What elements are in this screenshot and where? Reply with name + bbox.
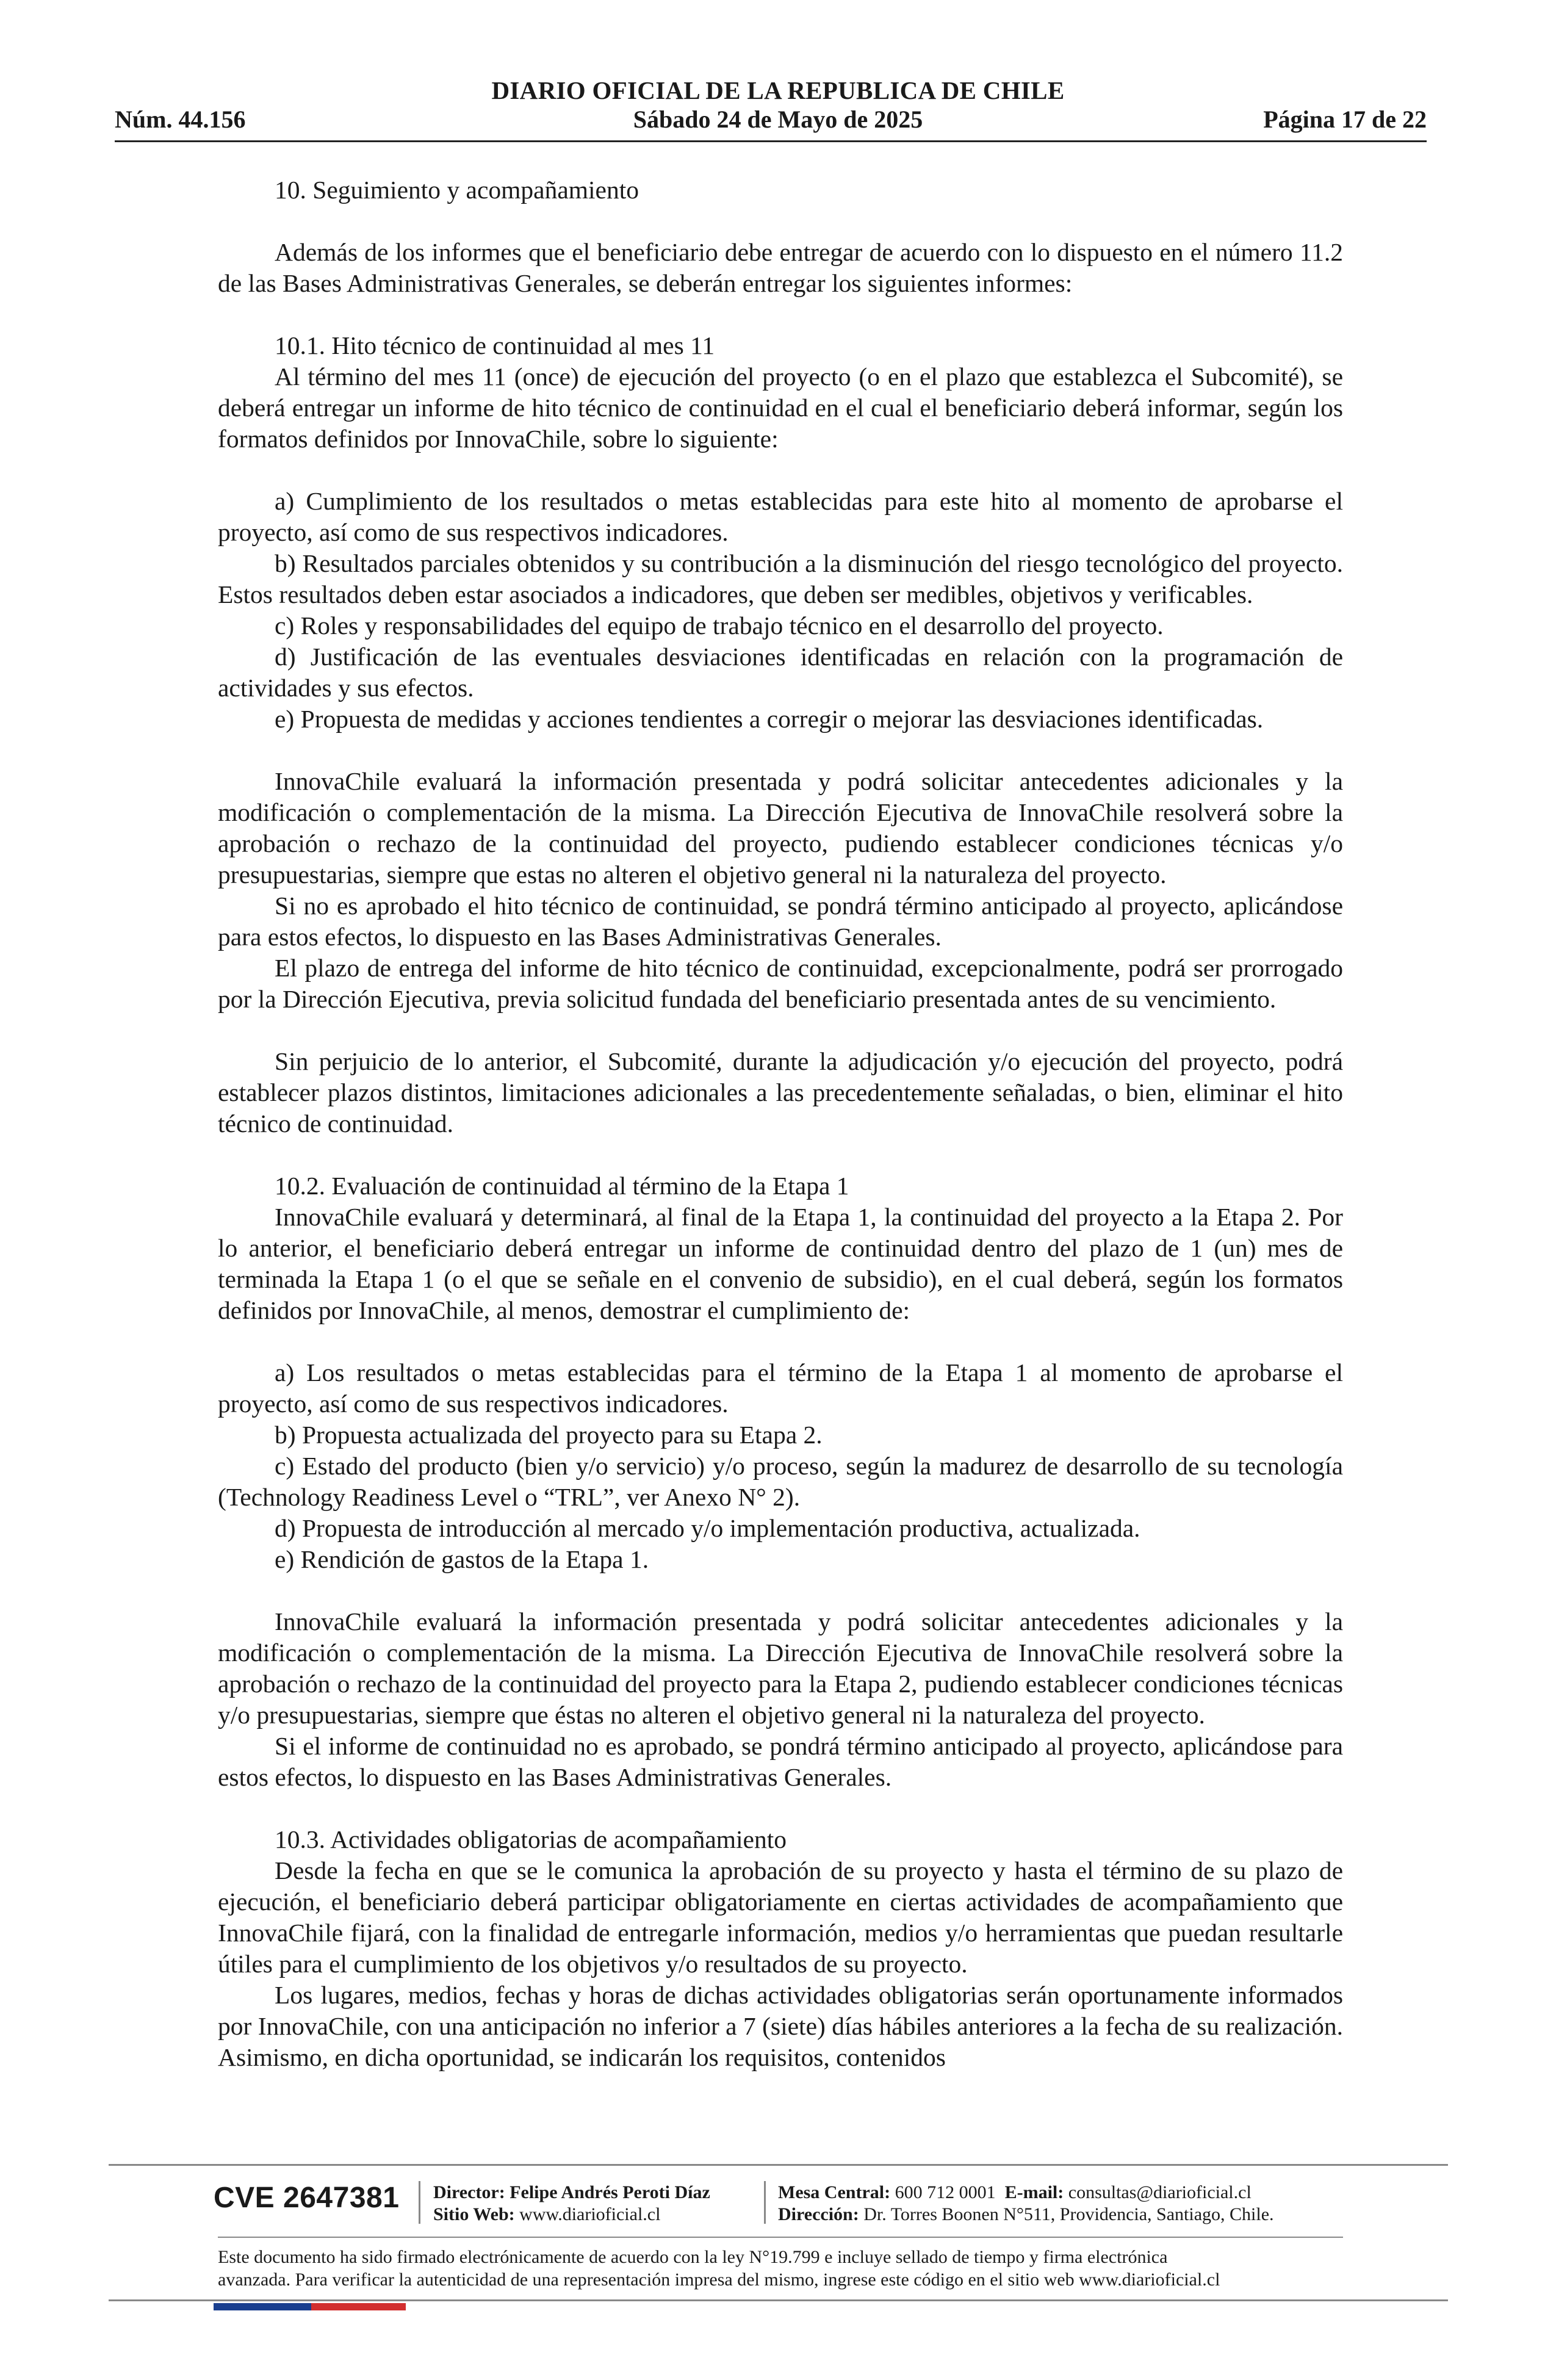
- newspaper-title: DIARIO OFICIAL DE LA REPUBLICA DE CHILE: [491, 76, 1065, 104]
- list-item: d) Propuesta de introducción al mercado y/o implementación productiva, actualizada.: [275, 1514, 1140, 1542]
- site-link[interactable]: www.diarioficial.cl: [519, 2204, 661, 2224]
- list-item: b) Propuesta actualizada del proyecto para su Etapa 2.: [275, 1421, 823, 1449]
- mesa-label: Mesa Central:: [778, 2182, 891, 2202]
- legal-line: avanzada. Para verificar la autenticidad de una representación impresa del mismo, ingrese este código en el sitio web www.diarioficial.cl: [218, 2270, 1220, 2290]
- paragraph: Al término del mes 11 (once) de ejecución del proyecto (o en el plazo que establezca el Subcomité), se deberá entregar un informe de hito técnico de continuidad en el cual el beneficiario deberá informar, según los formatos definidos por InnovaChile, sobre lo siguiente:: [218, 362, 1343, 453]
- paragraph: InnovaChile evaluará la información presentada y podrá solicitar antecedentes adicionales y la modificación o complementación de la misma. La Dirección Ejecutiva de InnovaChile resolverá sobre la aprobación o rechazo de la continuidad del proyecto para la Etapa 2, pudiendo establecer condiciones técnicas y/o presupuestarias, siempre que éstas no alteren el objetivo general ni la naturaleza del proyecto.: [218, 1607, 1343, 1729]
- director-block: [433, 2182, 710, 2226]
- email-label: E-mail:: [1004, 2182, 1064, 2202]
- list-item: e) Rendición de gastos de la Etapa 1.: [275, 1545, 649, 1573]
- paragraph: Desde la fecha en que se le comunica la aprobación de su proyecto y hasta el término de su plazo de ejecución, el beneficiario deberá participar obligatoriamente en ciertas actividades de acompañamiento que InnovaChile fijará, con la finalidad de entregarle información, medios y/o herramientas que puedan resultarle útiles para el cumplimiento de los objetivos y/o resultados de su proyecto.: [218, 1856, 1343, 1978]
- header-divider: [115, 140, 1427, 142]
- footer-divider-mid: [218, 2237, 1343, 2238]
- legal-line: Este documento ha sido firmado electrónicamente de acuerdo con la ley N°19.799 e incluye sellado de tiempo y firma electrónica: [218, 2247, 1168, 2267]
- director-name: Felipe Andrés Peroti Díaz: [510, 2182, 710, 2202]
- cve-code: CVE 2647381: [214, 2182, 400, 2214]
- footer-separator: [419, 2181, 420, 2224]
- flag-stripe-blue: [214, 2303, 311, 2310]
- subsection-heading: 10.3. Actividades obligatorias de acompañamiento: [275, 1825, 787, 1853]
- issue-number: Núm. 44.156: [115, 106, 246, 133]
- footer-divider-top: [109, 2164, 1448, 2166]
- footer-divider-bottom: [109, 2299, 1448, 2301]
- list-item: a) Cumplimiento de los resultados o metas establecidas para este hito al momento de aprobarse el proyecto, así como de sus respectivos indicadores.: [218, 487, 1343, 546]
- paragraph: Los lugares, medios, fechas y horas de dichas actividades obligatorias serán oportunamente informados por InnovaChile, con una anticipación no inferior a 7 (siete) días hábiles anteriores a la fecha de su realización. Asimismo, en dicha oportunidad, se indicarán los requisitos, contenidos: [218, 1981, 1343, 2071]
- site-label: Sitio Web:: [433, 2204, 515, 2224]
- paragraph: Si el informe de continuidad no es aprobado, se pondrá término anticipado al proyecto, aplicándose para estos efectos, lo dispuesto en las Bases Administrativas Generales.: [218, 1732, 1343, 1791]
- email-link[interactable]: consultas@diarioficial.cl: [1068, 2182, 1252, 2202]
- list-item: b) Resultados parciales obtenidos y su contribución a la disminución del riesgo tecnológico del proyecto. Estos resultados deben estar asociados a indicadores, que deben ser medibles, objetivos y verificables.: [218, 549, 1343, 608]
- paragraph: Además de los informes que el beneficiario debe entregar de acuerdo con lo dispuesto en el número 11.2 de las Bases Administrativas Generales, se deberán entregar los siguientes informes:: [218, 238, 1343, 297]
- page-number: Página 17 de 22: [1263, 106, 1427, 133]
- section-heading: 10. Seguimiento y acompañamiento: [275, 176, 639, 204]
- subsection-heading: 10.2. Evaluación de continuidad al término de la Etapa 1: [275, 1172, 849, 1200]
- contact-block: [778, 2182, 1274, 2226]
- director-label: Director:: [433, 2182, 505, 2202]
- list-item: e) Propuesta de medidas y acciones tendientes a corregir o mejorar las desviaciones identificadas.: [275, 705, 1264, 733]
- list-item: d) Justificación de las eventuales desviaciones identificadas en relación con la programación de actividades y sus efectos.: [218, 643, 1343, 702]
- address-value: Dr. Torres Boonen N°511, Providencia, Santiago, Chile.: [863, 2204, 1274, 2224]
- paragraph: El plazo de entrega del informe de hito técnico de continuidad, excepcionalmente, podrá ser prorrogado por la Dirección Ejecutiva, previa solicitud fundada del beneficiario presentada antes de su vencimiento.: [218, 954, 1343, 1013]
- paragraph: InnovaChile evaluará la información presentada y podrá solicitar antecedentes adicionales y la modificación o complementación de la misma. La Dirección Ejecutiva de InnovaChile resolverá sobre la aprobación o rechazo de la continuidad del proyecto, pudiendo establecer condiciones técnicas y/o presupuestarias, siempre que estas no alteren el objetivo general ni la naturaleza del proyecto.: [218, 767, 1343, 889]
- list-item: c) Roles y responsabilidades del equipo de trabajo técnico en el desarrollo del proyecto.: [275, 611, 1164, 640]
- address-label: Dirección:: [778, 2204, 859, 2224]
- subsection-heading: 10.1. Hito técnico de continuidad al mes 11: [275, 331, 715, 359]
- list-item: a) Los resultados o metas establecidas para el término de la Etapa 1 al momento de aprobarse el proyecto, así como de sus respectivos indicadores.: [218, 1358, 1343, 1418]
- paragraph: Si no es aprobado el hito técnico de continuidad, se pondrá término anticipado al proyecto, aplicándose para estos efectos, lo dispuesto en las Bases Administrativas Generales.: [218, 892, 1343, 951]
- mesa-phone: 600 712 0001: [895, 2182, 996, 2202]
- document-body: [218, 175, 1343, 2073]
- paragraph: Sin perjuicio de lo anterior, el Subcomité, durante la adjudicación y/o ejecución del proyecto, podrá establecer plazos distintos, limitaciones adicionales a las precedentemente señaladas, o bien, eliminar el hito técnico de continuidad.: [218, 1047, 1343, 1138]
- flag-stripe-red: [311, 2303, 406, 2310]
- list-item: c) Estado del producto (bien y/o servicio) y/o proceso, según la madurez de desarrollo de su tecnología (Technology Readiness Level o “TRL”, ver Anexo N° 2).: [218, 1452, 1343, 1511]
- paragraph: InnovaChile evaluará y determinará, al final de la Etapa 1, la continuidad del proyecto a la Etapa 2. Por lo anterior, el beneficiario deberá entregar un informe de continuidad dentro del plazo de 1 (un) mes de terminada la Etapa 1 (o el que se señale en el convenio de subsidio), en el cual deberá, según los formatos definidos por InnovaChile, al menos, demostrar el cumplimiento de:: [218, 1203, 1343, 1324]
- legal-notice: [218, 2246, 1353, 2291]
- issue-date: Sábado 24 de Mayo de 2025: [633, 106, 923, 133]
- footer-separator: [764, 2181, 766, 2224]
